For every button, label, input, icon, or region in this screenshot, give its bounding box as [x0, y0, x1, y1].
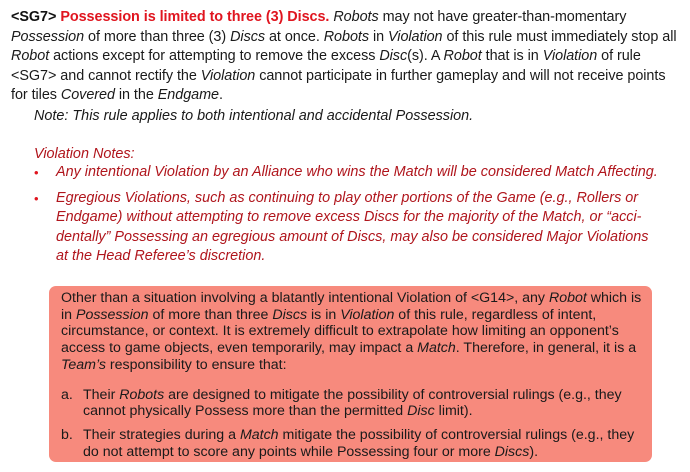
defined-term: Robot [443, 48, 482, 64]
rule-title: Possession is limited to three (3) Discs. [60, 9, 330, 25]
defined-term: Robots [323, 28, 370, 45]
defined-term: Discs [272, 306, 308, 323]
text-run: Their strategies during a [83, 426, 240, 443]
text-run: of more than three [148, 306, 273, 323]
text-run: . Therefore, in general, it is a [455, 340, 637, 357]
callout-item-text [83, 427, 634, 460]
text-run: . [219, 87, 223, 103]
text-run: that is in [481, 48, 543, 64]
defined-term: Robots [333, 9, 379, 25]
defined-term: Match [239, 426, 279, 443]
violation-notes-header: Violation Notes: [34, 146, 135, 162]
defined-term: Disc [379, 48, 408, 64]
defined-term: Robot [548, 290, 587, 306]
list-marker: a. [61, 386, 73, 403]
text-run: may not have greater-than-momentary [378, 9, 627, 25]
defined-term: Violation [340, 306, 395, 323]
list-marker: b. [61, 426, 73, 443]
text-run: of rule <SG7> and cannot rectify the [11, 48, 641, 84]
text-run: Their [83, 386, 120, 403]
text-run: is in [307, 306, 341, 323]
defined-term: Covered [60, 87, 115, 103]
text-run: of this rule, regardless of intent, circumstance, or context. It is extremely difficult to extrapolate how limiting an opponent’s access to game objects, even temporarily, may impact a [61, 306, 619, 357]
text-run: in [369, 28, 389, 45]
callout-list [61, 387, 642, 461]
callout-list-item [61, 387, 642, 420]
defined-term: Discs [230, 28, 266, 45]
text-run: at once. [265, 28, 324, 45]
callout-box [49, 286, 652, 462]
text-run: (s). A [407, 48, 444, 64]
text-run: ). [529, 443, 539, 460]
callout-item-text [83, 387, 622, 420]
text-run: actions except for attempting to remove the excess [49, 48, 380, 64]
defined-term: Endgame [157, 87, 220, 103]
text-run: mitigate the possibility of controversial rulings (e.g., they do not attempt to score any points while Possessing four or more [83, 426, 635, 460]
defined-term: Match [417, 340, 456, 357]
text-run: cannot participate in further gameplay and will not receive points for tiles [11, 67, 666, 103]
violation-note-text: Egregious Violations, such as continuing to play other portions of the Game (e.g., Rollers or Endgame) without attempting to remove excess Discs for the majority of the Match, or “acci-dentally” Possessing an egregious amount of Discs, may also be considered Major Violations at the Head Referee’s discretion. [56, 190, 649, 264]
rule-paragraph [11, 8, 681, 106]
defined-term: Violation [542, 48, 598, 64]
text-run: of this rule must immediately stop all [442, 28, 677, 45]
text-run: responsibility to ensure that: [105, 356, 287, 373]
defined-term: Violation [200, 67, 256, 84]
defined-term: Discs [494, 443, 530, 460]
violation-note-item [34, 189, 664, 266]
text-run: are designed to mitigate the possibility of controversial rulings (e.g., they cannot physically Possess more than the permitted [83, 386, 622, 420]
rule-id: <SG7> [11, 9, 57, 25]
violation-notes-list [34, 163, 664, 273]
callout-paragraph [61, 290, 642, 374]
text-run: Other than a situation involving a blatantly intentional Violation of <G14>, any [61, 290, 549, 306]
callout-list-item [61, 427, 642, 460]
defined-term: Robots [119, 386, 165, 403]
text-run: of more than three (3) [84, 28, 231, 45]
defined-term: Violation [388, 28, 443, 45]
bullet-icon: • [34, 191, 39, 207]
text-run: which is in [61, 290, 642, 323]
rule-note: Note: This rule applies to both intentional and accidental Possession. [34, 108, 474, 124]
text-run: limit). [434, 403, 473, 420]
defined-term: Disc [407, 403, 435, 420]
defined-term: Possession [11, 28, 85, 45]
text-run: in the [114, 87, 158, 103]
violation-note-item [34, 163, 664, 182]
defined-term: Possession [75, 306, 149, 323]
bullet-icon: • [34, 165, 39, 180]
defined-term: Team’s [61, 356, 106, 373]
defined-term: Robot [11, 48, 50, 64]
violation-note-text: Any intentional Violation by an Alliance who wins the Match will be considered Match Affecting. [56, 164, 658, 180]
